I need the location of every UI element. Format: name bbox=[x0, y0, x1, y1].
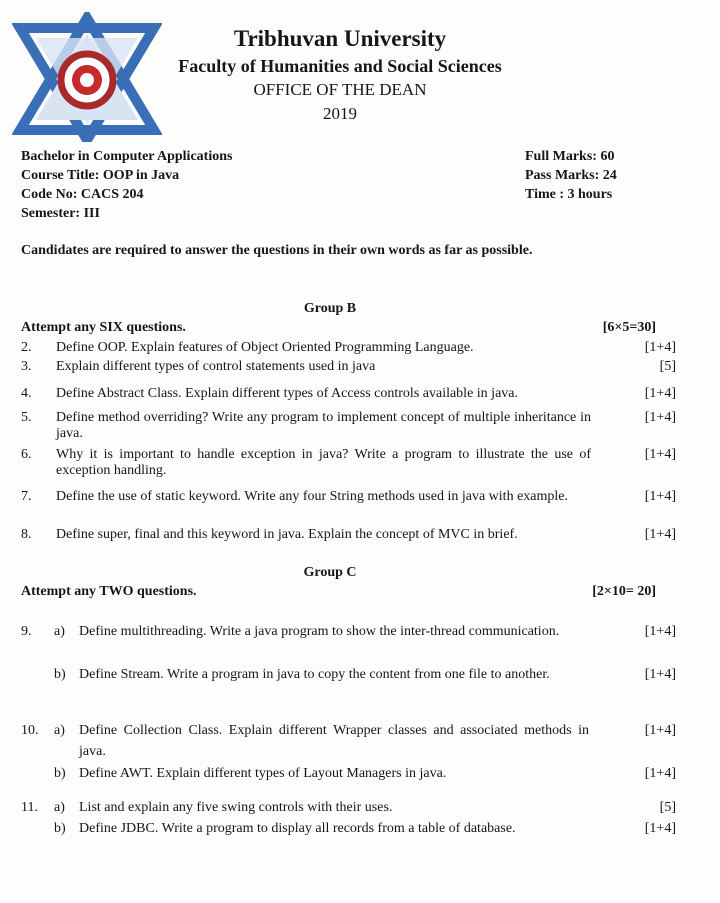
sub-question-text: Define JDBC. Write a program to display all records from a table of database. bbox=[79, 821, 516, 836]
question-number: 3. bbox=[21, 359, 32, 374]
university-name: Tribhuvan University bbox=[233, 26, 447, 51]
question-number: 4. bbox=[21, 386, 32, 401]
question-marks: [5] bbox=[659, 359, 676, 374]
sub-question-label: a) bbox=[54, 624, 65, 639]
question-marks: [1+4] bbox=[644, 447, 676, 462]
group-b-title: Group B bbox=[303, 301, 357, 316]
university-logo bbox=[12, 12, 162, 142]
question-text: Define method overriding? Write any program to implement concept of multiple inheritance in java. bbox=[56, 410, 591, 441]
sub-question-text: Define Stream. Write a program in java to copy the content from one file to another. bbox=[79, 667, 550, 682]
group-c-marks: [2×10= 20] bbox=[592, 584, 656, 599]
question-number: 5. bbox=[21, 410, 32, 425]
group-b-instruction: Attempt any SIX questions. bbox=[21, 320, 186, 335]
question-marks: [1+4] bbox=[644, 667, 676, 682]
sub-question-text: Define AWT. Explain different types of Layout Managers in java. bbox=[79, 766, 447, 781]
question-text: Define OOP. Explain features of Object Oriented Programming Language. bbox=[56, 340, 474, 355]
question-marks: [1+4] bbox=[644, 489, 676, 504]
question-marks: [1+4] bbox=[644, 410, 676, 425]
question-number: 6. bbox=[21, 447, 32, 462]
question-marks: [1+4] bbox=[644, 340, 676, 355]
program-name: Bachelor in Computer Applications bbox=[21, 149, 233, 164]
course-info bbox=[21, 147, 232, 223]
pass-marks: Pass Marks: 24 bbox=[525, 168, 617, 183]
question-marks: [1+4] bbox=[644, 624, 676, 639]
instruction: Candidates are required to answer the questions in their own words as far as possible. bbox=[21, 243, 533, 258]
question-marks: [1+4] bbox=[644, 766, 676, 781]
question-number: 9. bbox=[21, 624, 32, 639]
question-text: Define the use of static keyword. Write any four String methods used in java with example. bbox=[56, 489, 568, 504]
group-c-title: Group C bbox=[303, 565, 357, 580]
question-text: Explain different types of control statements used in java bbox=[56, 359, 376, 374]
group-b-marks: [6×5=30] bbox=[602, 320, 656, 335]
sub-question-label: b) bbox=[54, 821, 66, 836]
question-number: 11. bbox=[21, 800, 38, 815]
question-number: 2. bbox=[21, 340, 32, 355]
question-number: 8. bbox=[21, 527, 32, 542]
sub-question-label: b) bbox=[54, 766, 66, 781]
sub-question-label: b) bbox=[54, 667, 66, 682]
question-number: 7. bbox=[21, 489, 32, 504]
course-code: Code No: CACS 204 bbox=[21, 187, 144, 202]
exam-time: Time : 3 hours bbox=[525, 187, 613, 202]
exam-year: 2019 bbox=[323, 104, 357, 123]
sub-question-text: Define Collection Class. Explain different Wrapper classes and associated methods in java. bbox=[79, 723, 589, 759]
question-marks: [1+4] bbox=[644, 386, 676, 401]
exam-info bbox=[525, 147, 617, 204]
question-text: Why it is important to handle exception in java? Write a program to illustrate the use of exception handling. bbox=[56, 447, 591, 478]
faculty-name: Faculty of Humanities and Social Sciences bbox=[178, 56, 502, 76]
question-marks: [5] bbox=[659, 800, 676, 815]
office-name: OFFICE OF THE DEAN bbox=[253, 80, 427, 99]
question-marks: [1+4] bbox=[644, 821, 676, 836]
question-text: Define Abstract Class. Explain different types of Access controls available in java. bbox=[56, 386, 518, 401]
sub-question-label: a) bbox=[54, 723, 65, 738]
full-marks: Full Marks: 60 bbox=[525, 149, 615, 164]
semester: Semester: III bbox=[21, 206, 100, 221]
sub-question-label: a) bbox=[54, 800, 65, 815]
question-number: 10. bbox=[21, 723, 39, 738]
sub-question-text: Define multithreading. Write a java program to show the inter-thread communication. bbox=[79, 624, 560, 639]
question-text: Define super, final and this keyword in java. Explain the concept of MVC in brief. bbox=[56, 527, 518, 542]
sub-question-text: List and explain any five swing controls with their uses. bbox=[79, 800, 393, 815]
question-marks: [1+4] bbox=[644, 723, 676, 738]
question-marks: [1+4] bbox=[644, 527, 676, 542]
group-c-instruction: Attempt any TWO questions. bbox=[21, 584, 197, 599]
course-title: Course Title: OOP in Java bbox=[21, 168, 180, 183]
